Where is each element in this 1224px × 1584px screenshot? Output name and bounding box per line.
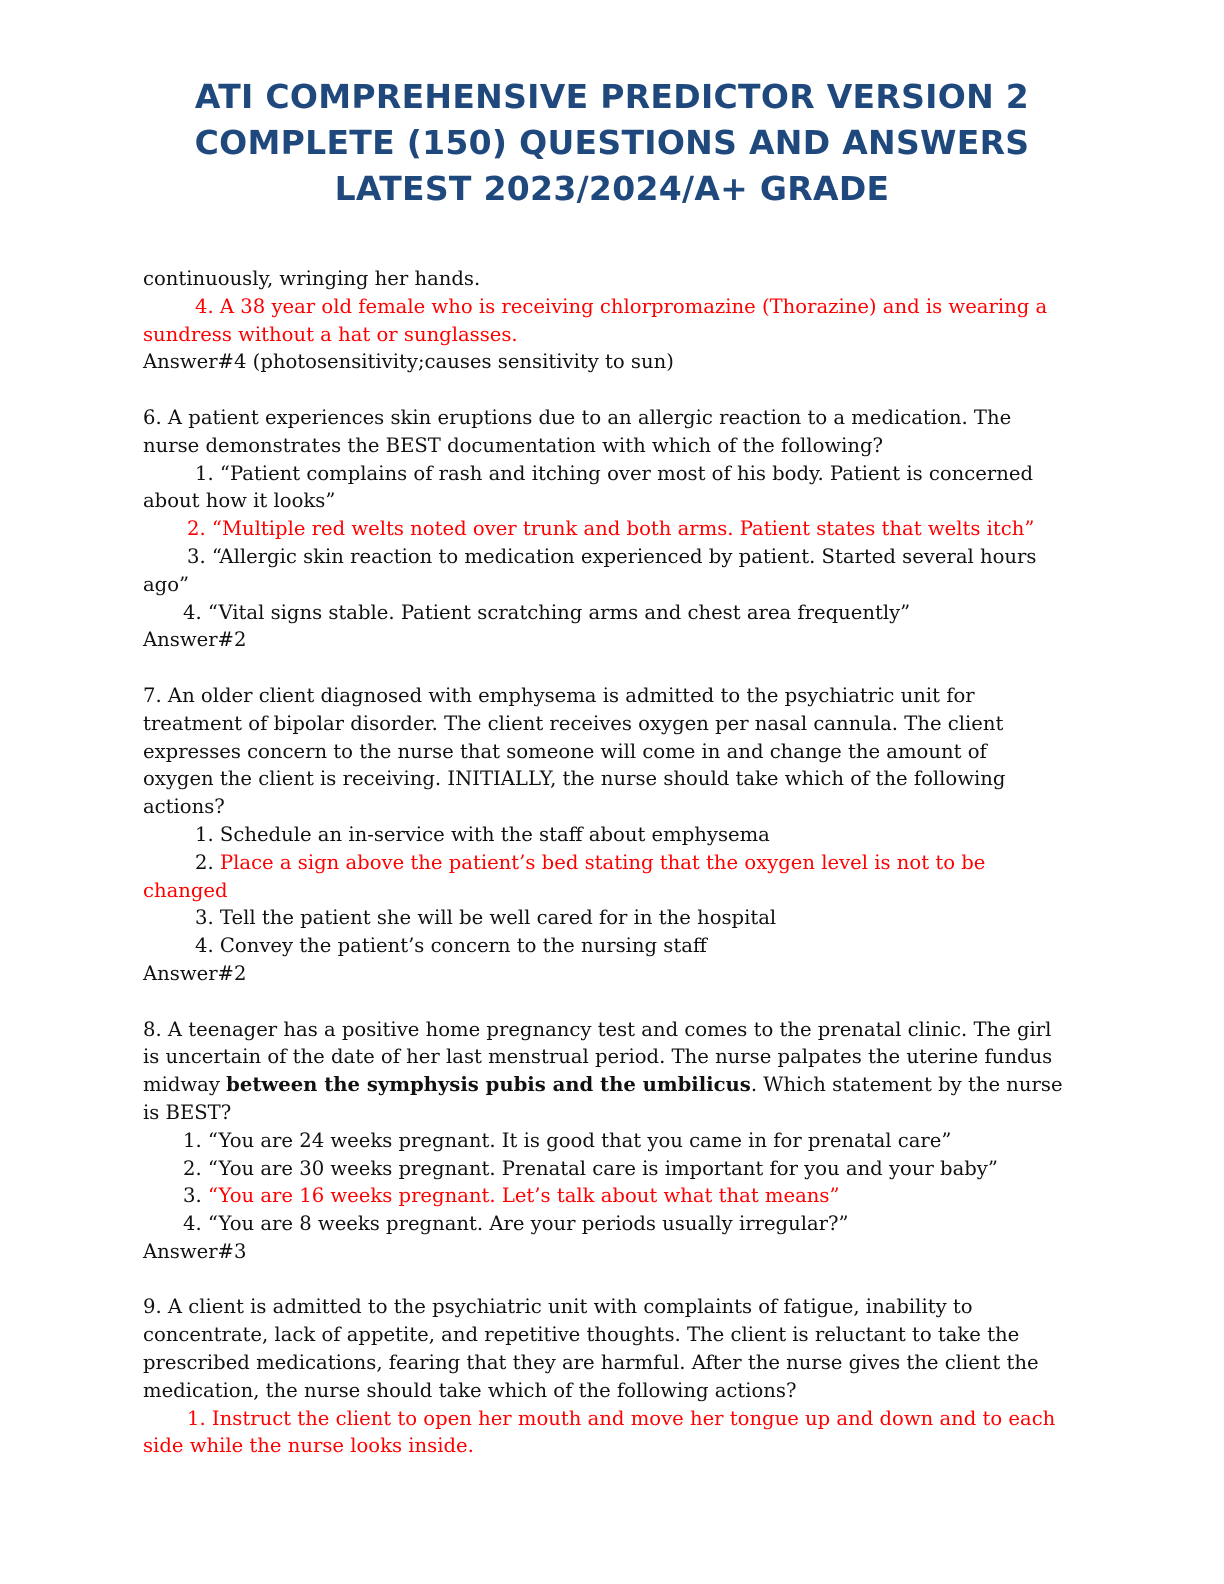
q6-option-3: 3. “Allergic skin reaction to medication experienced by patient. Started several hours (187, 544, 1037, 568)
q6-option-2-correct: 2. “Multiple red welts noted over trunk and both arms. Patient states that welts itch” (187, 517, 1035, 541)
title-line-3: LATEST 2023/2024/A+ GRADE (334, 169, 890, 208)
q7-option-3: 3. Tell the patient she will be well cared for in the hospital (195, 906, 777, 930)
q5-answer: Answer#4 (photosensitivity;causes sensitivity to sun) (143, 350, 674, 374)
q8-option-2: 2. “You are 30 weeks pregnant. Prenatal care is important for you and your baby” (183, 1156, 998, 1180)
q7-answer: Answer#2 (143, 961, 247, 985)
q9-option-1-correct: 1. Instruct the client to open her mouth and move her tongue up and down and to each (187, 1406, 1056, 1430)
q7-stem-continuation: expresses concern to the nurse that someone will come in and change the amount of (143, 739, 987, 763)
q7-stem-continuation: actions? (143, 795, 225, 819)
q7-option-2-number: 2. (195, 850, 214, 874)
q9-stem-continuation: medication, the nurse should take which of the following actions? (143, 1378, 797, 1402)
q7-stem: 7. An older client diagnosed with emphysema is admitted to the psychiatric unit for (143, 683, 975, 707)
q8-stem: 8. A teenager has a positive home pregnancy test and comes to the prenatal clinic. The girl (143, 1017, 1052, 1041)
q8-stem-continuation (143, 1071, 1083, 1099)
q6-stem: 6. A patient experiences skin eruptions due to an allergic reaction to a medication. The (143, 405, 1012, 429)
q6-option-4: 4. “Vital signs stable. Patient scratching arms and chest area frequently” (183, 600, 911, 624)
q6-option-1: 1. “Patient complains of rash and itching over most of his body. Patient is concerned (195, 461, 1033, 485)
q8-answer: Answer#3 (143, 1239, 247, 1263)
q9-option-1-continuation: side while the nurse looks inside. (143, 1434, 474, 1458)
spacer (143, 654, 1083, 682)
spacer (143, 376, 1083, 404)
q9-stem: 9. A client is admitted to the psychiatric unit with complaints of fatigue, inability to (143, 1295, 973, 1319)
q8-stem-continuation: is BEST? (143, 1100, 232, 1124)
q7-stem-continuation: treatment of bipolar disorder. The client receives oxygen per nasal cannula. The client (143, 711, 1004, 735)
q8-option-3-number: 3. (183, 1184, 202, 1208)
q8-option-3-correct (143, 1182, 1083, 1210)
q7-option-1: 1. Schedule an in-service with the staff about emphysema (195, 822, 770, 846)
q8-stem-text: midway (143, 1073, 220, 1097)
q6-stem-continuation: nurse demonstrates the BEST documentation with which of the following? (143, 433, 884, 457)
q5-option-4-continuation: sundress without a hat or sunglasses. (143, 322, 518, 346)
title-line-1: ATI COMPREHENSIVE PREDICTOR VERSION 2 (194, 77, 1030, 116)
q8-option-3-text: “You are 16 weeks pregnant. Let’s talk about what that means” (207, 1184, 840, 1208)
q6-option-1-continuation: about how it looks” (143, 489, 336, 513)
title-line-2: COMPLETE (150) QUESTIONS AND ANSWERS (194, 123, 1030, 162)
document-body (143, 265, 1083, 1460)
q5-stem-continuation: continuously, wringing her hands. (143, 267, 481, 290)
q5-option-4-correct: 4. A 38 year old female who is receiving chlorpromazine (Thorazine) and is wearing a (195, 294, 1048, 318)
q8-option-4: 4. “You are 8 weeks pregnant. Are your periods usually irregular?” (183, 1212, 849, 1236)
q8-stem-text: . Which statement by the nurse (750, 1073, 1063, 1097)
q7-stem-continuation: oxygen the client is receiving. INITIALLY, the nurse should take which of the following (143, 767, 1006, 791)
spacer (143, 1266, 1083, 1294)
q7-option-4: 4. Convey the patient’s concern to the nursing staff (195, 934, 707, 958)
q9-stem-continuation: prescribed medications, fearing that they are harmful. After the nurse gives the client the (143, 1351, 1039, 1375)
q8-stem-continuation: is uncertain of the date of her last menstrual period. The nurse palpates the uterine fundus (143, 1045, 1053, 1069)
q8-stem-emphasis: between the symphysis pubis and the umbilicus (226, 1073, 751, 1097)
q9-stem-continuation: concentrate, lack of appetite, and repetitive thoughts. The client is reluctant to take the (143, 1323, 1020, 1347)
q7-option-2-text: Place a sign above the patient’s bed stating that the oxygen level is not to be (219, 850, 986, 874)
document-title (0, 74, 1224, 212)
q6-answer: Answer#2 (143, 628, 247, 652)
q8-option-1: 1. “You are 24 weeks pregnant. It is good that you came in for prenatal care” (183, 1128, 952, 1152)
spacer (143, 988, 1083, 1016)
q7-option-2-continuation: changed (143, 878, 228, 902)
q6-option-3-continuation: ago” (143, 572, 190, 596)
q7-option-2-correct (143, 849, 1083, 877)
